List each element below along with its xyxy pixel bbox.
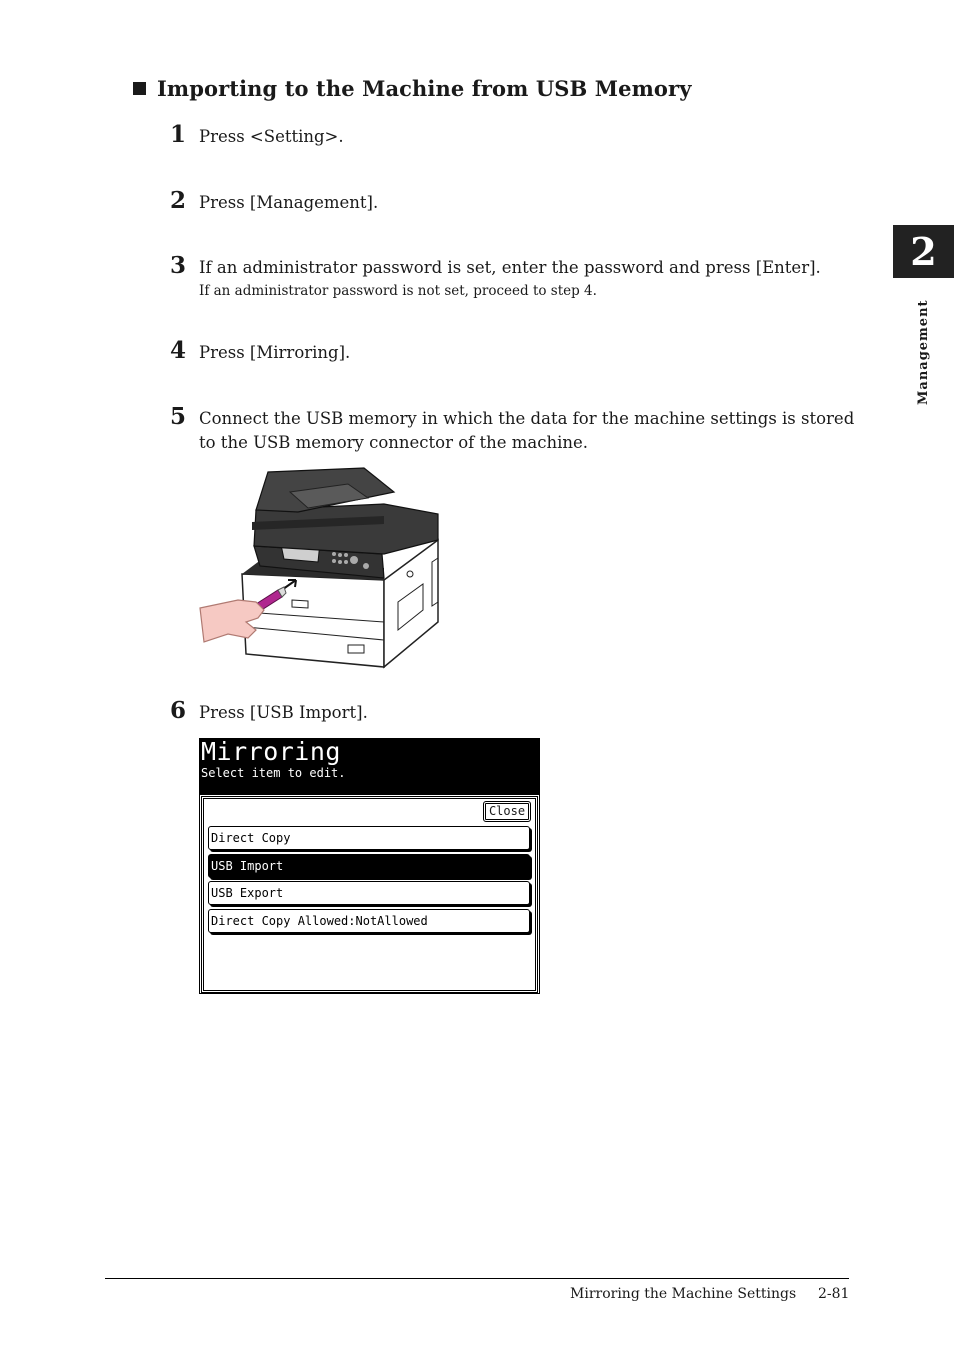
footer-section-title: Mirroring the Machine Settings [570, 1286, 797, 1302]
menu-item-usb-import[interactable]: USB Import [208, 854, 530, 878]
step-number: 6 [170, 697, 187, 724]
lcd-subtitle: Select item to edit. [201, 766, 346, 780]
step-text: Press <Setting>. [199, 127, 344, 146]
step-number: 3 [170, 252, 187, 279]
bullet-square-icon [133, 82, 146, 95]
section-heading-text: Importing to the Machine from USB Memory [157, 76, 692, 101]
menu-item-direct-copy-allowed[interactable]: Direct Copy Allowed:NotAllowed [208, 909, 530, 933]
footer-divider [105, 1278, 849, 1279]
menu-item-direct-copy[interactable]: Direct Copy [208, 826, 530, 850]
step-text-line1: Connect the USB memory in which the data for the machine settings is stored [199, 409, 855, 428]
step-text: Press [USB Import]. [199, 703, 368, 722]
section-heading [133, 76, 692, 101]
step-number: 1 [170, 121, 187, 148]
step-text: Press [Mirroring]. [199, 343, 351, 362]
step-number: 2 [170, 187, 187, 214]
mfp-printer-usb-insertion-icon [198, 462, 444, 672]
lcd-title-bar [200, 739, 539, 795]
lcd-title: Mirroring [201, 737, 341, 766]
chapter-tab: 2 [893, 225, 954, 278]
footer-page-number: 2-81 [818, 1286, 850, 1302]
lcd-panel [201, 796, 538, 993]
step-number: 4 [170, 337, 187, 364]
close-button[interactable]: Close [483, 801, 531, 822]
step-note: If an administrator password is not set, proceed to step 4. [199, 283, 597, 299]
chapter-label: Management [916, 299, 931, 405]
step-text-line2: to the USB memory connector of the machine. [199, 433, 589, 452]
step-number: 5 [170, 403, 187, 430]
menu-item-usb-export[interactable]: USB Export [208, 881, 530, 905]
mirroring-lcd-screen [199, 738, 540, 994]
step-text: If an administrator password is set, enter the password and press [Enter]. [199, 258, 821, 277]
step-text: Press [Management]. [199, 193, 379, 212]
